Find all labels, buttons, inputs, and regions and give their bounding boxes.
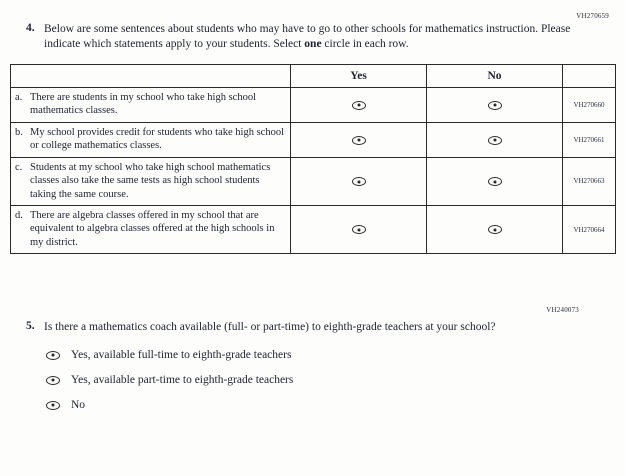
code-header-cell [563,64,616,87]
question-5-options [46,349,625,411]
row-c-code: VH270663 [563,157,616,205]
row-d-letter: d. [15,209,23,221]
row-b-code: VH270661 [563,122,616,157]
q5-option-part-time [46,374,625,386]
row-c-no-radio-oval-icon[interactable] [488,177,502,186]
question-5 [26,320,565,335]
question-4-text [44,22,585,52]
statement-cell [11,87,291,122]
row-c-no-cell [427,157,563,205]
q5-option-no-radio-oval-icon[interactable] [46,401,60,410]
q5-option-full-time-radio-oval-icon[interactable] [46,351,60,360]
row-c-yes-cell [291,157,427,205]
table-row-a [11,87,616,122]
yes-column-header: Yes [291,64,427,87]
table-row-b [11,122,616,157]
row-a-yes-radio-oval-icon[interactable] [352,101,366,110]
q5-option-no [46,399,625,411]
row-b-yes-cell [291,122,427,157]
q5-option-part-time-radio-oval-icon[interactable] [46,376,60,385]
row-a-letter: a. [15,91,23,103]
statement-header-cell [11,64,291,87]
table-row-d [11,205,616,253]
row-b-yes-radio-oval-icon[interactable] [352,136,366,145]
question-5-form-code: VH240073 [546,306,579,315]
row-d-statement: There are algebra classes offered in my school that are equivalent to algebra classes offered at the high schools in my district. [30,209,275,248]
row-b-no-radio-oval-icon[interactable] [488,136,502,145]
row-d-code: VH270664 [563,205,616,253]
question-5-text: Is there a mathematics coach available (full- or part-time) to eighth-grade teachers at your school? [44,321,496,334]
row-d-no-radio-oval-icon[interactable] [488,225,502,234]
question-4-text-part2: circle in each row. [321,37,409,50]
q5-option-no-label: No [71,399,86,412]
question-4 [26,22,585,52]
table-row-c [11,157,616,205]
row-d-yes-cell [291,205,427,253]
row-c-statement: Students at my school who take high school mathematics classes also take the same tests as high school students taking the same course. [30,161,271,200]
statement-cell [11,157,291,205]
q5-option-full-time [46,349,625,361]
statement-cell [11,205,291,253]
question-4-text-bold: one [304,37,322,50]
no-column-header: No [427,64,563,87]
row-b-statement: My school provides credit for students who take high school or college mathematics classes. [30,126,284,152]
row-a-statement: There are students in my school who take high school mathematics classes. [30,91,256,117]
question-4-text-part1: Below are some sentences about students who may have to go to other schools for mathematics instruction. Please indicate which statements apply to your students. Select [44,23,571,50]
row-b-no-cell [427,122,563,157]
table-header-row [11,64,616,87]
row-a-no-radio-oval-icon[interactable] [488,101,502,110]
row-c-yes-radio-oval-icon[interactable] [352,177,366,186]
q5-option-full-time-label: Yes, available full-time to eighth-grade teachers [71,349,292,362]
row-d-yes-radio-oval-icon[interactable] [352,225,366,234]
row-a-code: VH270660 [563,87,616,122]
statement-cell [11,122,291,157]
row-a-yes-cell [291,87,427,122]
question-4-form-code: VH270659 [576,12,609,20]
question-5-number: 5. [26,320,35,333]
q5-option-part-time-label: Yes, available part-time to eighth-grade teachers [71,374,294,387]
question-4-table [10,64,616,254]
row-a-no-cell [427,87,563,122]
row-c-letter: c. [15,161,23,173]
question-4-number: 4. [26,22,35,34]
row-d-no-cell [427,205,563,253]
row-b-letter: b. [15,126,23,138]
